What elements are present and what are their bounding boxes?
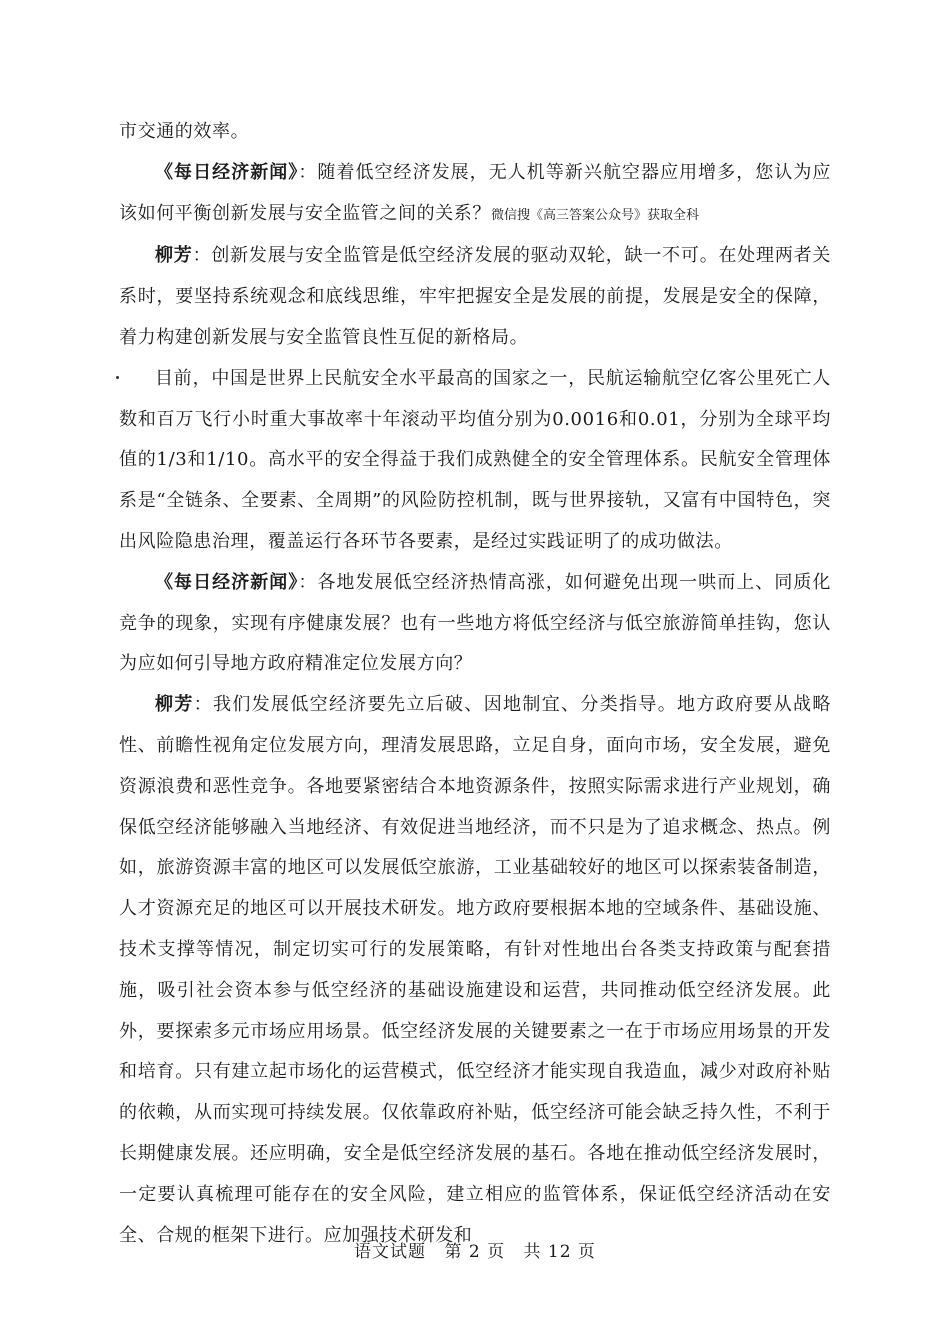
paragraph-text: 市交通的效率。 bbox=[119, 121, 250, 142]
paragraph-speaker: 柳芳 bbox=[155, 245, 193, 267]
paragraph-text: ：随着低空经济发展，无人机等新兴航空器应用增多，您认为应该如何平衡创新发展与安全监管之间的关系？ bbox=[119, 161, 831, 224]
paragraph-text: 目前，中国是世界上民航安全水平最高的国家之一，民航运输航空亿客公里死亡人数和百万飞行小时重大事故率十年滚动平均值分别为0.0016和0.01，分别为全球平均值的1/3和1/10。高水平的安全得益于我们成熟健全的安全管理体系。民航安全管理体系是“全链条、全要素、全周期”的风险防控机制，既与世界接轨，又富有中国特色，突出风险隐患治理，覆盖运行各环节各要素，是经过实践证明了的成功做法。 bbox=[119, 367, 831, 552]
paragraph-text: ：我们发展低空经济要先立后破、因地制宜、分类指导。地方政府要从战略性、前瞻性视角定位发展方向，理清发展思路，立足自身，面向市场，安全发展，避免资源浪费和恶性竞争。各地要紧密结合本地资源条件，按照实际需求进行产业规划，确保低空经济能够融入当地经济、有效促进当地经济，而不只是为了追求概念、热点。例如，旅游资源丰富的地区可以发展低空旅游，工业基础较好的地区可以探索装备制造，人才资源充足的地区可以开展技术研发。地方政府要根据本地的空域条件、基础设施、技术支撑等情况，制定切实可行的发展策略，有针对性地出台各类支持政策与配套措施，吸引社会资本参与低空经济的基础设施建设和运营，共同推动低空经济发展。此外，要探索多元市场应用场景。低空经济发展的关键要素之一在于市场应用场景的开发和培育。只有建立起市场化的运营模式，低空经济才能实现自我造血，减少对政府补贴的依赖，从而实现可持续发展。仅依靠政府补贴，低空经济可能会缺乏持久性，不利于长期健康发展。还应明确，安全是低空经济发展的基石。各地在推动低空经济发展时，一定要认真梳理可能存在的安全风险，建立相应的监管体系，保证低空经济活动在安全、合规的框架下进行。应加强技术研发和 bbox=[119, 694, 831, 1246]
paragraph-text: ：创新发展与安全监管是低空经济发展的驱动双轮，缺一不可。在处理两者关系时，要坚持系统观念和底线思维，牢牢把握安全是发展的前提，发展是安全的保障，着力构建创新发展与安全监管良性互促的新格局。 bbox=[119, 245, 831, 348]
footer-total-pages: 共 12 页 bbox=[523, 1242, 596, 1262]
paragraph-text: ：各地发展低空经济热情高涨，如何避免出现一哄而上、同质化竞争的现象，实现有序健康发展？也有一些地方将低空经济与低空旅游简单挂钩，您认为应如何引导地方政府精准定位发展方向？ bbox=[119, 571, 831, 675]
footer-page-number: 第 2 页 bbox=[444, 1242, 506, 1262]
paragraph bbox=[119, 685, 831, 1256]
page-footer bbox=[0, 1237, 950, 1262]
watermark-note: 微信搜《高三答案公众号》获取全科 bbox=[491, 207, 700, 223]
paragraph-speaker: 《每日经济新闻》 bbox=[155, 161, 299, 183]
paragraph bbox=[119, 112, 831, 153]
paragraph-speaker: 《每日经济新闻》 bbox=[155, 571, 299, 593]
paragraph-speaker: 柳芳 bbox=[155, 694, 194, 716]
paragraph bbox=[119, 359, 831, 563]
paragraph bbox=[119, 153, 831, 237]
footer-subject: 语文试题 bbox=[354, 1242, 427, 1262]
paragraph bbox=[119, 563, 831, 685]
article-body bbox=[119, 112, 831, 1256]
paragraph bbox=[119, 236, 831, 358]
